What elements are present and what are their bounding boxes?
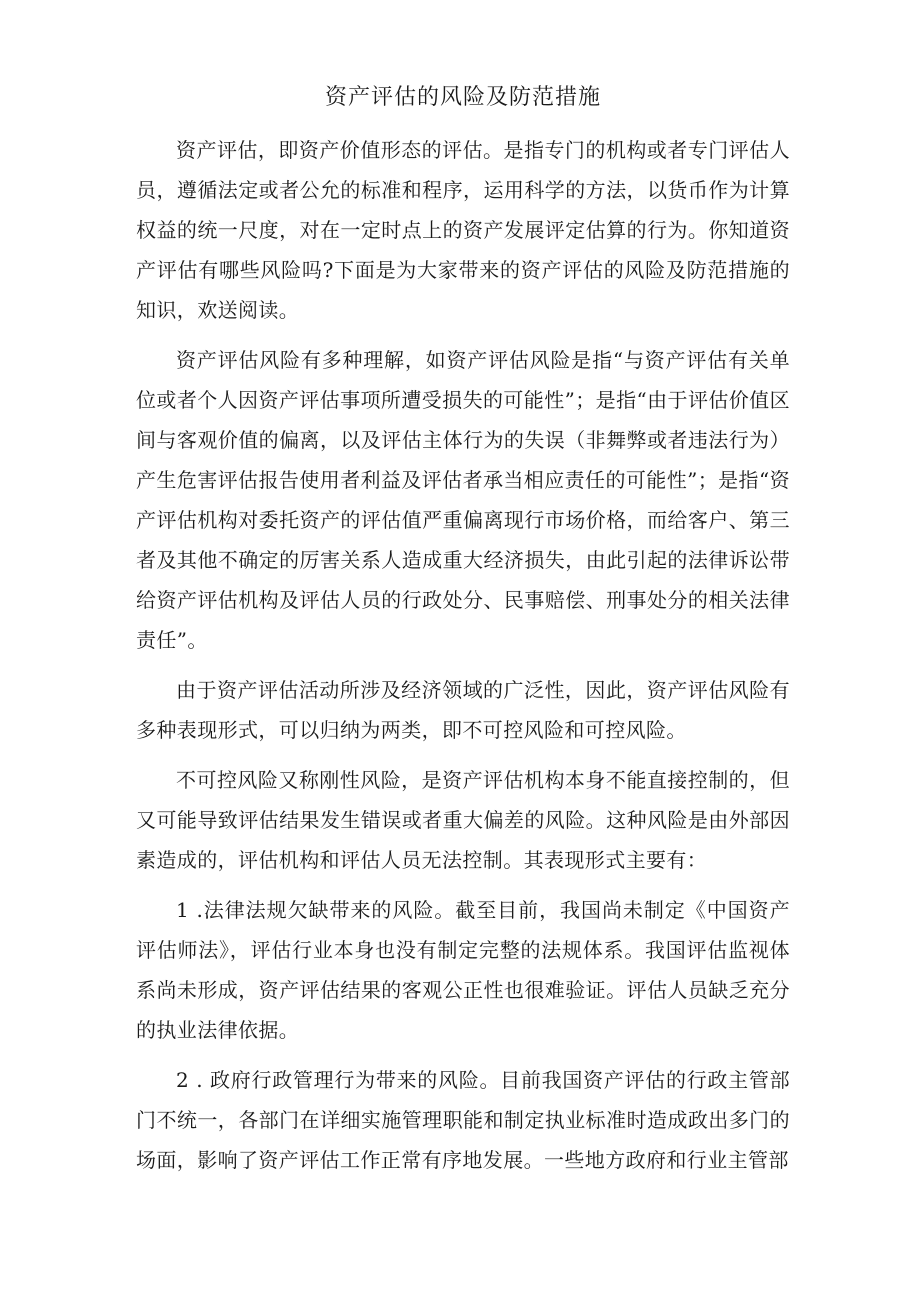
document-title: 资产评估的风险及防范措施	[324, 85, 601, 110]
paragraph-item-2: 2 . 政府行政管理行为带来的风险。目前我国资产评估的行政主管部门不统一，各部门在详细实施管理职能和制定执业标准时造成政出多门的场面，影响了资产评估工作正常有序地发展。一些地方政府和行业主管部	[136, 1068, 790, 1172]
paragraph-item-1: 1 .法律法规欠缺带来的风险。截至目前，我国尚未制定《中国资产评估师法》，评估行业本身也没有制定完整的法规体系。我国评估监视体系尚未形成，资产评估结果的客观公正性也很难验证。评估人员缺乏充分的执业法律依据。	[136, 898, 790, 1042]
paragraph-intro: 资产评估，即资产价值形态的评估。是指专门的机构或者专门评估人员，遵循法定或者公允的标准和程序，运用科学的方法，以货币作为计算权益的统一尺度，对在一定时点上的资产发展评定估算的行为。你知道资产评估有哪些风险吗?下面是为大家带来的资产评估的风险及防范措施的知识，欢送阅读。	[136, 138, 790, 322]
paragraph-risk-types: 由于资产评估活动所涉及经济领域的广泛性，因此，资产评估风险有多种表现形式，可以归纳为两类，即不可控风险和可控风险。	[136, 678, 790, 742]
paragraph-risk-definition: 资产评估风险有多种理解，如资产评估风险是指“与资产评估有关单位或者个人因资产评估事项所遭受损失的可能性”；是指“由于评估价值区间与客观价值的偏离，以及评估主体行为的失误（非舞弊或者违法行为）产生危害评估报告使用者利益及评估者承当相应责任的可能性”；是指“资产评估机构对委托资产的评估值严重偏离现行市场价格，而给客户、第三者及其他不确定的厉害关系人造成重大经济损失，由此引起的法律诉讼带给资产评估机构及评估人员的行政处分、民事赔偿、刑事处分的相关法律责任”。	[136, 348, 790, 652]
paragraph-uncontrollable-risk: 不可控风险又称刚性风险，是资产评估机构本身不能直接控制的，但又可能导致评估结果发生错误或者重大偏差的风险。这种风险是由外部因素造成的，评估机构和评估人员无法控制。其表现形式主要有：	[136, 768, 790, 872]
